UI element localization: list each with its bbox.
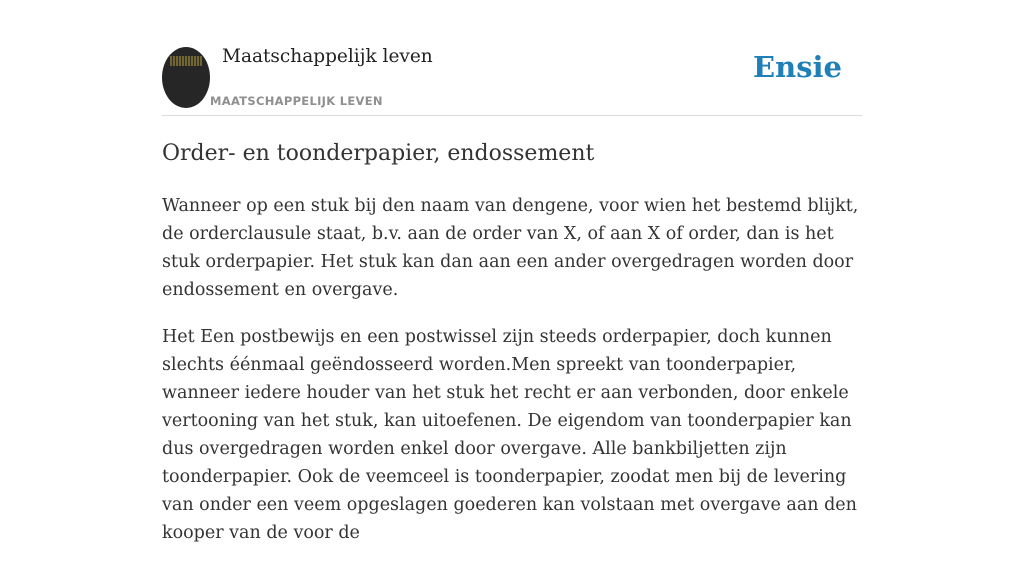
header — [162, 0, 862, 116]
article-paragraph: Wanneer op een stuk bij den naam van dengene, voor wien het bestemd blijkt, de orderclausule staat, b.v. aan de order van X, of aan X of order, dan is het stuk orderpapier. Het stuk kan dan aan een ander overgedragen worden door endossement en overgave. — [162, 196, 859, 300]
article-body — [162, 192, 862, 566]
brand-logo[interactable]: Ensie — [753, 50, 842, 84]
site-name[interactable]: Maatschappelijk leven — [222, 46, 433, 67]
article-paragraph: Het Een postbewijs en een postwissel zijn steeds orderpapier, doch kunnen slechts éénmaal geëndosseerd worden.Men spreekt van toonderpapier, wanneer iedere houder van het stuk het recht er aan verbonden, door enkele vertooning van het stuk, kan uitoefenen. De eigendom van toonderpapier kan dus overgedragen worden enkel door overgave. Alle bankbiljetten zijn toonderpapier. Ook de veemceel is toonderpapier, zoodat men bij de levering van onder een veem opgeslagen goederen kan volstaan met overgave aan den kooper van de voor de — [162, 327, 857, 543]
article-title: Order- en toonderpapier, endossement — [162, 141, 595, 166]
avatar[interactable] — [162, 47, 210, 108]
category-label[interactable]: MAATSCHAPPELIJK LEVEN — [210, 94, 383, 108]
avatar-logo-icon — [170, 56, 202, 66]
